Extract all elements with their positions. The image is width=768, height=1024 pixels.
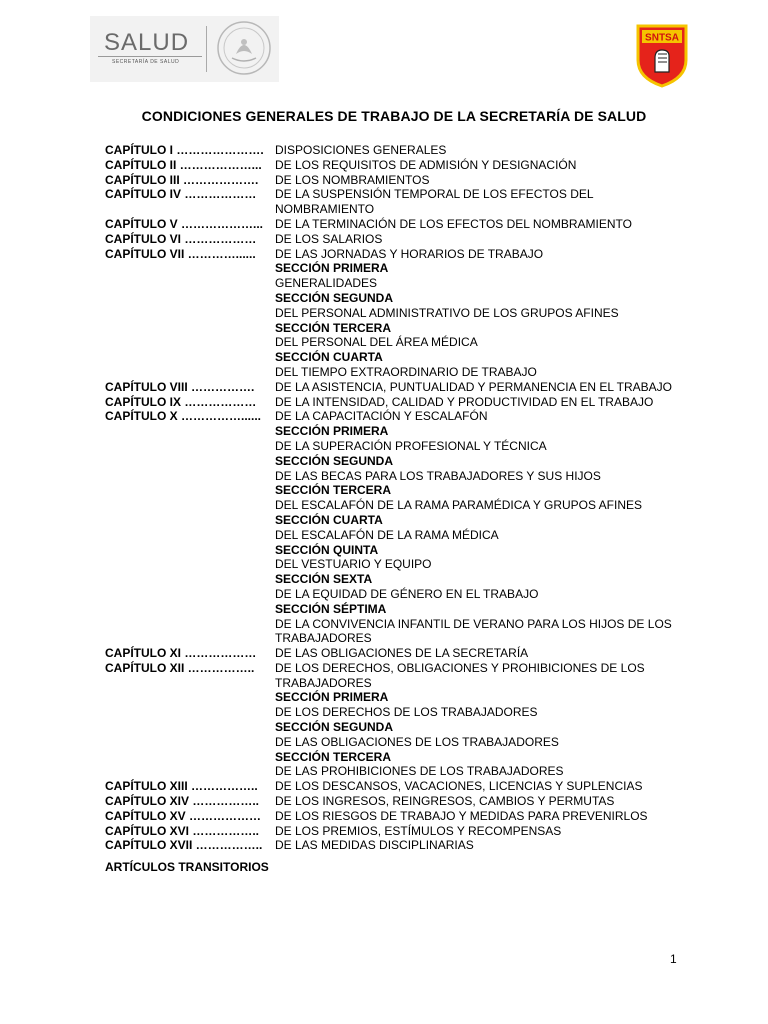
sntsa-logo-text: SNTSA — [645, 32, 679, 44]
toc-entry-text: DE LA ASISTENCIA, PUNTUALIDAD Y PERMANENCIA EN EL TRABAJO — [275, 379, 673, 394]
toc-entry-text: DE LOS DERECHOS, OBLIGACIONES Y PROHIBICIONES DE LOS TRABAJADORES — [275, 660, 645, 690]
leader-dots: ……………...... — [177, 409, 262, 424]
toc-row — [105, 543, 685, 558]
toc-entry-text: DE LA EQUIDAD DE GÉNERO EN EL TRABAJO — [275, 586, 539, 601]
toc-entry-text: DE LOS RIESGOS DE TRABAJO Y MEDIDAS PARA PREVENIRLOS — [275, 808, 648, 823]
toc-row — [105, 483, 685, 498]
toc-chapter-label — [105, 321, 275, 336]
toc-section-heading: SECCIÓN QUINTA — [275, 542, 379, 557]
toc-chapter-label — [105, 409, 275, 424]
toc-row — [105, 617, 685, 647]
chapter-number: CAPÍTULO II — [105, 157, 177, 172]
toc-row — [105, 380, 685, 395]
toc-entry-text: DE LOS DERECHOS DE LOS TRABAJADORES — [275, 705, 538, 720]
toc-section-heading: SECCIÓN CUARTA — [275, 512, 383, 527]
toc-entry-text: DEL PERSONAL DEL ÁREA MÉDICA — [275, 335, 478, 350]
toc-chapter-label — [105, 794, 275, 809]
toc-entry-text: DE LOS SALARIOS — [275, 231, 383, 246]
toc-entry-text: DE LOS DESCANSOS, VACACIONES, LICENCIAS Y SUPLENCIAS — [275, 779, 643, 794]
toc-chapter-label — [105, 705, 275, 720]
toc-chapter-label — [105, 602, 275, 617]
toc-section-heading: SECCIÓN SÉPTIMA — [275, 601, 387, 616]
mexico-seal-icon — [214, 18, 274, 78]
toc-row — [105, 306, 685, 321]
leader-dots: ………………. — [179, 172, 259, 187]
toc-chapter-label — [105, 824, 275, 839]
toc-row — [105, 187, 685, 217]
toc-row — [105, 158, 685, 173]
chapter-number: CAPÍTULO III — [105, 172, 180, 187]
toc-entry-text: DE LOS REQUISITOS DE ADMISIÓN Y DESIGNACIÓN — [275, 157, 577, 172]
toc-row — [105, 395, 685, 410]
toc-entry-text: DE LAS JORNADAS Y HORARIOS DE TRABAJO — [275, 246, 544, 261]
toc-entry-text: DE LAS OBLIGACIONES DE LOS TRABAJADORES — [275, 734, 559, 749]
toc-section-heading: SECCIÓN CUARTA — [275, 350, 383, 365]
toc-section-heading: SECCIÓN TERCERA — [275, 483, 392, 498]
toc-chapter-label — [105, 779, 275, 794]
toc-row — [105, 498, 685, 513]
toc-row — [105, 261, 685, 276]
toc-entry-text: DE LA SUSPENSIÓN TEMPORAL DE LOS EFECTOS DEL NOMBRAMIENTO — [275, 187, 594, 217]
chapter-number: CAPÍTULO XIII — [105, 779, 188, 794]
toc-chapter-label — [105, 646, 275, 661]
toc-chapter-label — [105, 809, 275, 824]
chapter-number: CAPÍTULO X — [105, 409, 178, 424]
toc-row — [105, 439, 685, 454]
toc-row — [105, 705, 685, 720]
leader-dots: …………….. — [189, 823, 260, 838]
toc-row — [105, 646, 685, 661]
toc-row — [105, 513, 685, 528]
leader-dots: ……………… — [181, 646, 257, 661]
toc-row — [105, 321, 685, 336]
leader-dots: …………….. — [192, 838, 263, 853]
toc-chapter-label — [105, 276, 275, 291]
toc-chapter-label — [105, 439, 275, 454]
leader-dots: …………...... — [184, 246, 256, 261]
leader-dots: ……………… — [181, 231, 257, 246]
chapter-number: CAPÍTULO XV — [105, 808, 186, 823]
toc-chapter-label — [105, 380, 275, 395]
toc-row — [105, 424, 685, 439]
toc-section-heading: SECCIÓN PRIMERA — [275, 690, 389, 705]
toc-entry-text: DEL TIEMPO EXTRAORDINARIO DE TRABAJO — [275, 364, 537, 379]
toc-entry-text: DE LA CAPACITACIÓN Y ESCALAFÓN — [275, 409, 488, 424]
toc-entry-text: DE LAS PROHIBICIONES DE LOS TRABAJADORES — [275, 764, 564, 779]
toc-row — [105, 824, 685, 839]
toc-entry-text: DEL ESCALAFÓN DE LA RAMA PARAMÉDICA Y GRUPOS AFINES — [275, 498, 643, 513]
toc-section-heading: SECCIÓN PRIMERA — [275, 424, 389, 439]
toc-row — [105, 690, 685, 705]
toc-section-heading: SECCIÓN SEGUNDA — [275, 290, 394, 305]
page-number: 1 — [670, 952, 677, 966]
toc-entry-text: DE LA CONVIVENCIA INFANTIL DE VERANO PARA LOS HIJOS DE LOS TRABAJADORES — [275, 616, 672, 646]
toc-entry-text: DE LOS NOMBRAMIENTOS — [275, 172, 430, 187]
leader-dots: …………….. — [184, 660, 255, 675]
toc-entry-text: DEL VESTUARIO Y EQUIPO — [275, 557, 432, 572]
toc-row — [105, 143, 685, 158]
chapter-number: CAPÍTULO XII — [105, 660, 185, 675]
toc-chapter-label — [105, 247, 275, 262]
logo-divider — [206, 26, 207, 72]
toc-chapter-label — [105, 232, 275, 247]
toc-chapter-label — [105, 483, 275, 498]
toc-chapter-label — [105, 543, 275, 558]
toc-section-heading: SECCIÓN SEGUNDA — [275, 720, 394, 735]
toc-row — [105, 572, 685, 587]
toc-entry-text: DEL ESCALAFÓN DE LA RAMA MÉDICA — [275, 527, 499, 542]
toc-section-heading: SECCIÓN TERCERA — [275, 320, 392, 335]
toc-chapter-label — [105, 661, 275, 691]
toc-row — [105, 291, 685, 306]
leader-dots: ……………. — [187, 379, 255, 394]
toc-chapter-label — [105, 735, 275, 750]
toc-chapter-label — [105, 217, 275, 232]
toc-section-heading: SECCIÓN SEGUNDA — [275, 453, 394, 468]
toc-entry-text: DE LAS BECAS PARA LOS TRABAJADORES Y SUS HIJOS — [275, 468, 601, 483]
toc-entry-text: DEL PERSONAL ADMINISTRATIVO DE LOS GRUPOS AFINES — [275, 305, 619, 320]
toc-entry-text: DE LOS PREMIOS, ESTÍMULOS Y RECOMPENSAS — [275, 823, 562, 838]
table-of-contents — [105, 143, 685, 874]
leader-dots: …………………. — [173, 143, 264, 157]
toc-row — [105, 365, 685, 380]
toc-row — [105, 764, 685, 779]
toc-chapter-label — [105, 469, 275, 484]
toc-entry-text: GENERALIDADES — [275, 276, 378, 291]
chapter-number: CAPÍTULO VI — [105, 231, 182, 246]
toc-chapter-label — [105, 173, 275, 188]
chapter-number: CAPÍTULO XVI — [105, 823, 190, 838]
leader-dots: ……………… — [181, 187, 257, 202]
toc-chapter-label — [105, 143, 275, 158]
toc-chapter-label — [105, 764, 275, 779]
toc-chapter-label — [105, 498, 275, 513]
toc-section-heading: SECCIÓN SEXTA — [275, 572, 373, 587]
toc-row — [105, 247, 685, 262]
leader-dots: ………………... — [176, 157, 262, 172]
salud-logo — [90, 16, 279, 82]
chapter-number: CAPÍTULO VIII — [105, 379, 188, 394]
chapter-number: CAPÍTULO XIV — [105, 794, 190, 809]
toc-row — [105, 779, 685, 794]
transitory-articles-heading: ARTÍCULOS TRANSITORIOS — [105, 860, 269, 875]
toc-chapter-label — [105, 395, 275, 410]
leader-dots: ……………… — [181, 394, 257, 409]
toc-chapter-label — [105, 261, 275, 276]
chapter-number: CAPÍTULO I — [105, 143, 173, 157]
chapter-number: CAPÍTULO XI — [105, 646, 182, 661]
toc-row — [105, 528, 685, 543]
toc-row — [105, 794, 685, 809]
toc-chapter-label — [105, 513, 275, 528]
toc-chapter-label — [105, 587, 275, 602]
toc-chapter-label — [105, 528, 275, 543]
chapter-number: CAPÍTULO VII — [105, 246, 185, 261]
toc-row — [105, 469, 685, 484]
toc-entry-text: DE LAS MEDIDAS DISCIPLINARIAS — [275, 838, 474, 853]
toc-chapter-label — [105, 350, 275, 365]
toc-chapter-label — [105, 557, 275, 572]
toc-row — [105, 602, 685, 617]
toc-chapter-label — [105, 690, 275, 705]
toc-row — [105, 661, 685, 691]
toc-entry-text: DE LA INTENSIDAD, CALIDAD Y PRODUCTIVIDAD EN EL TRABAJO — [275, 394, 654, 409]
leader-dots: …………….. — [187, 779, 258, 794]
chapter-number: CAPÍTULO IV — [105, 187, 182, 202]
toc-row — [105, 454, 685, 469]
chapter-number: CAPÍTULO V — [105, 216, 178, 231]
toc-row — [105, 217, 685, 232]
toc-row — [105, 335, 685, 350]
toc-row — [105, 173, 685, 188]
salud-logo-subtitle: SECRETARÍA DE SALUD — [112, 59, 180, 65]
toc-row — [105, 409, 685, 424]
chapter-number: CAPÍTULO XVII — [105, 838, 193, 853]
toc-chapter-label — [105, 838, 275, 853]
toc-row — [105, 735, 685, 750]
document-title: CONDICIONES GENERALES DE TRABAJO DE LA SECRETARÍA DE SALUD — [141, 108, 647, 124]
chapter-number: CAPÍTULO IX — [105, 394, 182, 409]
toc-chapter-label — [105, 365, 275, 380]
toc-entry-text: DE LAS OBLIGACIONES DE LA SECRETARÍA — [275, 646, 529, 661]
toc-row — [105, 838, 685, 853]
toc-chapter-label — [105, 158, 275, 173]
toc-row — [105, 809, 685, 824]
toc-row — [105, 557, 685, 572]
toc-row — [105, 587, 685, 602]
toc-chapter-label — [105, 572, 275, 587]
toc-entry-text: DE LA SUPERACIÓN PROFESIONAL Y TÉCNICA — [275, 438, 547, 453]
leader-dots: ……………… — [185, 808, 262, 823]
toc-section-heading: SECCIÓN PRIMERA — [275, 261, 389, 276]
toc-chapter-label — [105, 335, 275, 350]
toc-chapter-label — [105, 750, 275, 765]
toc-entry-text: DE LA TERMINACIÓN DE LOS EFECTOS DEL NOMBRAMIENTO — [275, 216, 632, 231]
toc-row — [105, 350, 685, 365]
salud-logo-text: SALUD — [104, 29, 190, 56]
toc-chapter-label — [105, 291, 275, 306]
sntsa-logo — [636, 24, 688, 88]
toc-entry-text: DISPOSICIONES GENERALES — [275, 143, 447, 157]
toc-row — [105, 750, 685, 765]
toc-chapter-label — [105, 306, 275, 321]
toc-chapter-label — [105, 454, 275, 469]
toc-row — [105, 720, 685, 735]
toc-chapter-label — [105, 720, 275, 735]
toc-entry-text: DE LOS INGRESOS, REINGRESOS, CAMBIOS Y PERMUTAS — [275, 794, 615, 809]
toc-chapter-label — [105, 187, 275, 217]
toc-chapter-label — [105, 424, 275, 439]
leader-dots: ………………... — [177, 216, 264, 231]
toc-section-heading: SECCIÓN TERCERA — [275, 749, 392, 764]
salud-logo-rule — [98, 56, 202, 57]
leader-dots: …………….. — [189, 794, 260, 809]
toc-row — [105, 276, 685, 291]
toc-row — [105, 232, 685, 247]
toc-chapter-label — [105, 617, 275, 647]
